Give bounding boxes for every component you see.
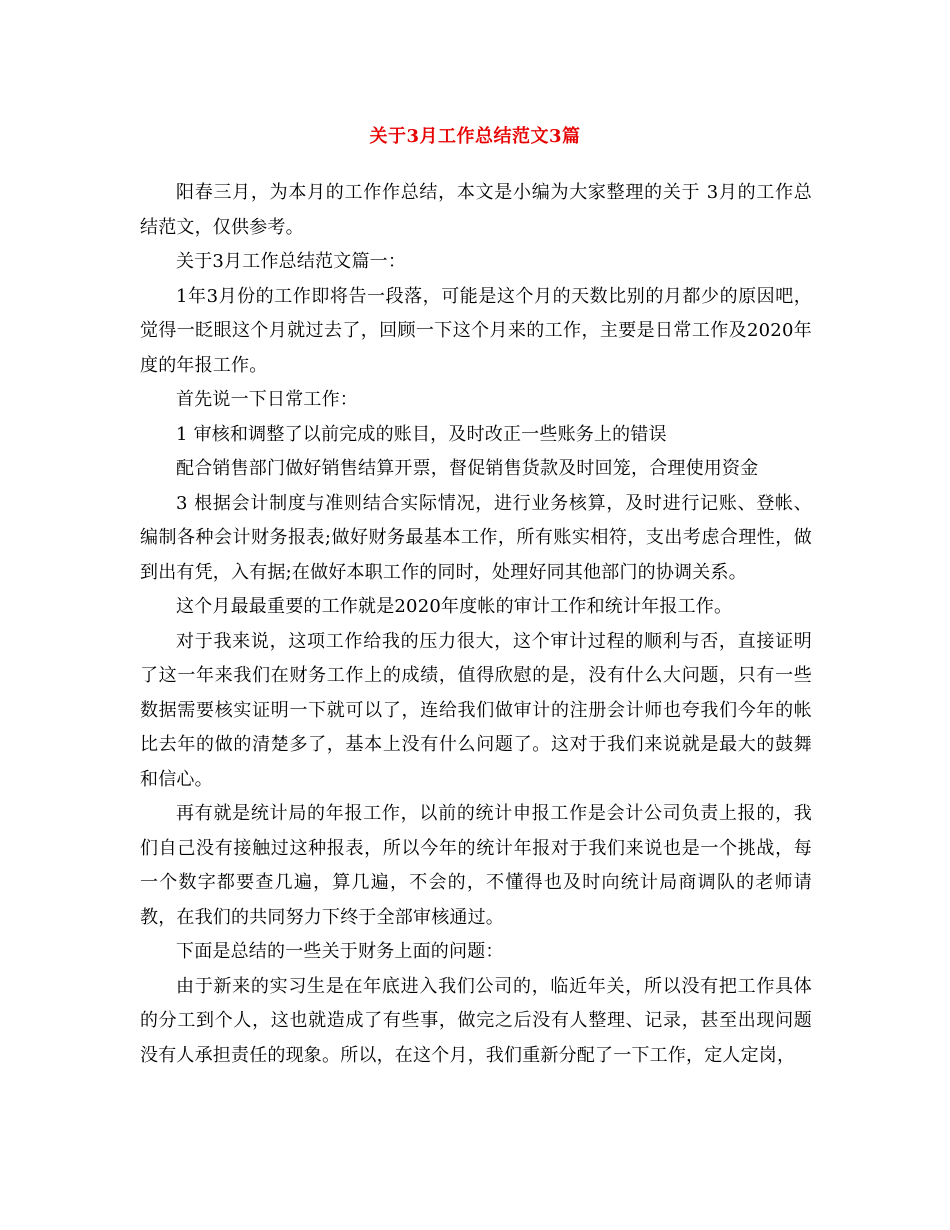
paragraph: 对于我来说，这项工作给我的压力很大，这个审计过程的顺利与否，直接证明了这一年来我们在财务工作上的成绩，值得欣慰的是，没有什么大问题，只有一些数据需要核实证明一下就可以了，连给我们做审计的注册会计师也夸我们今年的帐比去年的做的清楚多了，基本上没有什么问题了。这对于我们来说就是最大的鼓舞和信心。 xyxy=(140,630,812,790)
paragraph: 这个月最最重要的工作就是2020年度帐的审计工作和统计年报工作。 xyxy=(176,596,733,617)
document-title: 关于3月工作总结范文3篇 xyxy=(369,126,581,147)
list-item: 配合销售部门做好销售结算开票，督促销售货款及时回笼，合理使用资金 xyxy=(176,458,759,479)
paragraph-intro: 阳春三月，为本月的工作作总结，本文是小编为大家整理的关于 3月的工作总结范文，仅供参考。 xyxy=(140,182,812,238)
paragraph-section-heading: 关于3月工作总结范文篇一： xyxy=(176,251,407,272)
document-body xyxy=(140,176,812,1073)
list-item: 1 审核和调整了以前完成的账目，及时改正一些账务上的错误 xyxy=(176,423,667,445)
paragraph: 1年3月份的工作即将告一段落，可能是这个月的天数比别的月都少的原因吧，觉得一眨眼这个月就过去了，回顾一下这个月来的工作，主要是日常工作及2020年度的年报工作。 xyxy=(140,285,812,376)
paragraph: 由于新来的实习生是在年底进入我们公司的，临近年关，所以没有把工作具体的分工到个人，这也就造成了有些事，做完之后没有人整理、记录，甚至出现问题没有人承担责任的现象。所以，在这个月，我们重新分配了一下工作，定人定岗， xyxy=(140,975,812,1066)
paragraph: 首先说一下日常工作： xyxy=(176,389,358,410)
list-item: 3 根据会计制度与准则结合实际情况，进行业务核算，及时进行记账、登帐、编制各种会计财务报表;做好财务最基本工作，所有账实相符，支出考虑合理性，做到出有凭，入有据;在做好本职工作的同时，处理好同其他部门的协调关系。 xyxy=(140,492,812,583)
paragraph: 下面是总结的一些关于财务上面的问题： xyxy=(176,941,504,962)
paragraph: 再有就是统计局的年报工作，以前的统计申报工作是会计公司负责上报的，我们自己没有接触过这种报表，所以今年的统计年报对于我们来说也是一个挑战，每一个数字都要查几遍，算几遍，不会的，不懂得也及时向统计局商调队的老师请教，在我们的共同努力下终于全部审核通过。 xyxy=(140,803,812,928)
